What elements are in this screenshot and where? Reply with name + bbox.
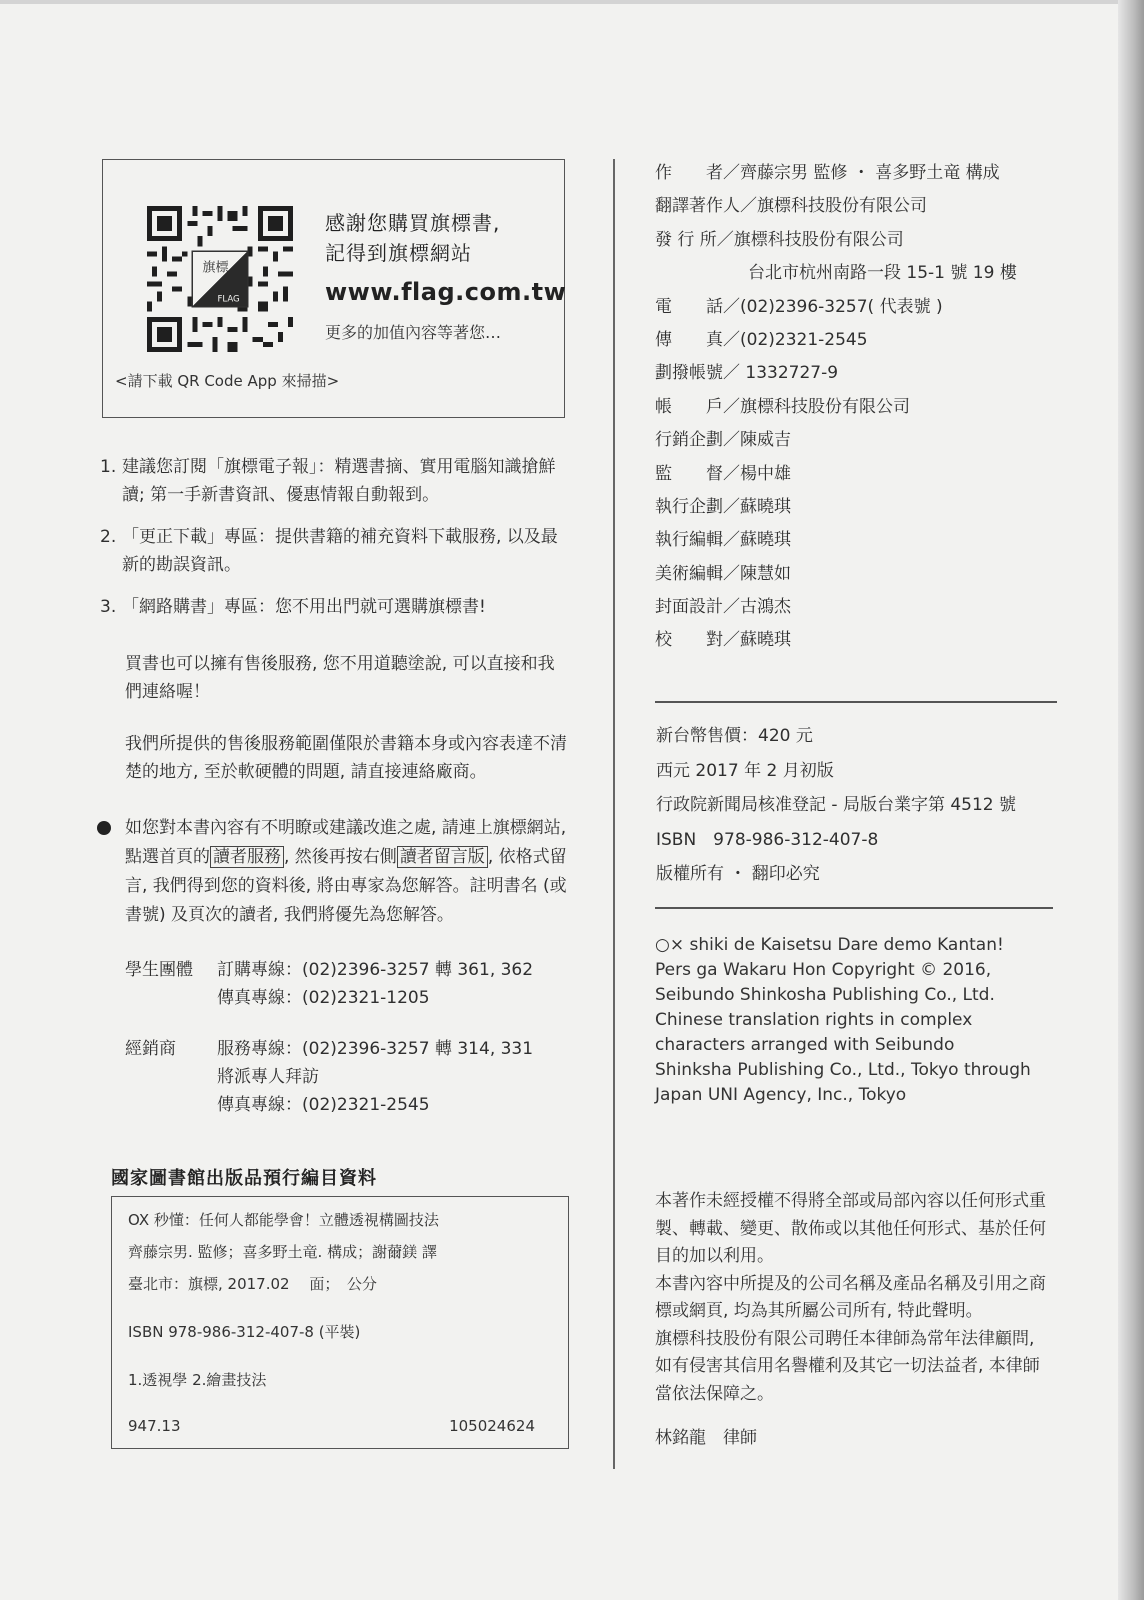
website-url[interactable]: www.flag.com.tw	[325, 278, 567, 306]
contact-label: 經銷商	[125, 1039, 176, 1059]
page-binding-shadow	[1118, 0, 1144, 1600]
cip-classification: 947.13	[128, 1417, 181, 1435]
list-text: 「網路購書」專區：您不用出門就可選購旗標書!	[122, 597, 486, 617]
credit-row: 帳 戶／旗標科技股份有限公司	[655, 396, 910, 417]
list-number: 1.	[100, 457, 117, 477]
feedback-paragraph	[97, 814, 577, 930]
credit-row: 發 行 所／旗標科技股份有限公司	[655, 229, 904, 250]
isbn: ISBN 978-986-312-407-8	[656, 829, 879, 850]
feedback-text-part: 如您對本書內容有不明瞭或建議改進之處, 請連上旗標網站, 點選首頁的	[125, 818, 567, 867]
credit-row: 執行編輯／蘇曉琪	[655, 530, 791, 551]
lawyer-name: 林銘龍 律師	[655, 1428, 757, 1448]
cip-record-number: 105024624	[449, 1417, 535, 1435]
cip-subjects: 1.透視學 2.繪畫技法	[128, 1371, 267, 1389]
reader-message-board-label: 讀者留言版	[397, 846, 488, 868]
list-item	[100, 593, 570, 621]
rights-notice	[655, 1188, 1055, 1408]
credit-address: 台北市杭州南路一段 15-1 號 19 樓	[748, 263, 1017, 284]
rights-paragraph: 本書內容中所提及的公司名稱及產品名稱及引用之商標或網頁, 均為其所屬公司所有, 特此聲明。	[655, 1273, 1046, 1321]
list-item	[100, 523, 570, 579]
publication-info	[656, 719, 1016, 892]
contact-line: 傳真專線：(02)2321-1205	[217, 988, 430, 1008]
credit-row: 劃撥帳號／ 1332727-9	[655, 363, 839, 384]
qr-thanks-line: 感謝您購買旗標書,	[325, 211, 501, 235]
credit-row: 監 督／楊中雄	[655, 463, 791, 484]
credit-row: 美術編輯／陳慧如	[655, 563, 791, 584]
credit-row: 封面設計／古鴻杰	[655, 597, 791, 618]
copyright-notice: 版權所有 ・ 翻印必究	[656, 864, 820, 884]
credit-row: 傳 真／(02)2321-2545	[655, 329, 868, 350]
qr-thanks-text	[325, 208, 500, 268]
price: 新台幣售價：420 元	[656, 726, 813, 746]
english-copyright: ○× shiki de Kaisetsu Dare demo Kantan! Pers ga Wakaru Hon Copyright © 2016, Seibundo Shinkosha Publishing Co., Ltd. Chinese translation rights in complex characters arranged with Seibundo Shinksha Publishing Co., Ltd., Tokyo through Japan UNI Agency, Inc., Tokyo	[655, 935, 1031, 1105]
qr-promo-box	[102, 159, 565, 418]
credit-row: 校 對／蘇曉琪	[655, 630, 791, 651]
reader-service-label: 讀者服務	[210, 846, 284, 868]
cip-box	[111, 1196, 569, 1449]
credit-row: 執行企劃／蘇曉琪	[655, 496, 791, 517]
bullet-icon	[97, 821, 111, 835]
service-list	[100, 453, 570, 635]
contact-line: 訂購專線：(02)2396-3257 轉 361, 362	[217, 960, 534, 980]
column-divider	[613, 159, 615, 1469]
qr-thanks-line: 記得到旗標網站	[325, 241, 472, 265]
credit-row: 翻譯著作人／旗標科技股份有限公司	[655, 196, 927, 217]
list-text: 建議您訂閱「旗標電子報」：精選書摘、實用電腦知識搶鮮讀; 第一手新書資訊、優惠情報自動報到。	[122, 457, 556, 505]
list-number: 3.	[100, 597, 117, 617]
credit-row: 行銷企劃／陳威吉	[655, 430, 791, 451]
qr-scan-note: <請下載 QR Code App 來掃描>	[115, 372, 340, 390]
rights-paragraph: 本著作未經授權不得將全部或局部內容以任何形式重製、轉載、變更、散佈或以其他任何形式、基於任何目的加以利用。	[655, 1191, 1046, 1266]
page-top-edge	[0, 0, 1144, 4]
list-text: 「更正下載」專區：提供書籍的補充資料下載服務, 以及最新的勘誤資訊。	[122, 527, 558, 575]
qr-code-image	[147, 206, 293, 352]
registration: 行政院新聞局核准登記 - 局版台業字第 4512 號	[656, 795, 1017, 815]
contact-line: 服務專線：(02)2396-3257 轉 314, 331	[217, 1039, 534, 1059]
rights-paragraph: 旗標科技股份有限公司聘任本律師為常年法律顧問, 如有侵害其信用名譽權利及其它一切法益者, 本律師當依法保障之。	[655, 1328, 1040, 1404]
credits-list	[655, 157, 1017, 658]
feedback-text-part: , 依格式留言, 我們得到您的資料後, 將由專家為您解答。註明書名 (或書號) 及頁次的讀者, 我們將優先為您解答。	[125, 847, 567, 925]
feedback-text-part: , 然後再按右側	[284, 847, 397, 867]
cip-authors: 齊藤宗男. 監修；喜多野土竜. 構成；謝薾鎂 譯	[128, 1243, 437, 1261]
contact-line: 將派專人拜訪	[217, 1067, 319, 1087]
cip-isbn: ISBN 978-986-312-407-8 (平裝)	[128, 1323, 361, 1341]
list-number: 2.	[100, 527, 117, 547]
contact-line: 傳真專線：(02)2321-2545	[217, 1095, 430, 1115]
service-scope-paragraph: 我們所提供的售後服務範圍僅限於書籍本身或內容表達不清楚的地方, 至於軟硬體的問題, 請直接連絡廠商。	[125, 734, 567, 782]
more-content-text: 更多的加值內容等著您…	[325, 323, 502, 342]
qr-logo-bottom: FLAG	[217, 294, 240, 305]
cip-title: 國家圖書館出版品預行編目資料	[111, 1168, 377, 1189]
contact-label: 學生團體	[125, 960, 193, 980]
after-service-paragraph: 買書也可以擁有售後服務, 您不用道聽塗說, 可以直接和我們連絡喔！	[125, 654, 555, 702]
credit-row: 作 者／齊藤宗男 監修 ・ 喜多野土竜 構成	[655, 163, 1000, 183]
qr-logo-top: 旗標	[202, 260, 229, 276]
credit-row: 電 話／(02)2396-3257( 代表號 )	[655, 296, 943, 317]
divider	[655, 701, 1057, 703]
cip-book-title: OX 秒懂：任何人都能學會！立體透視構圖技法	[128, 1211, 439, 1229]
feedback-text	[125, 814, 577, 930]
list-item	[100, 453, 570, 509]
edition: 西元 2017 年 2 月初版	[656, 760, 834, 781]
cip-publisher: 臺北市：旗標, 2017.02 面； 公分	[128, 1275, 377, 1293]
divider	[655, 907, 1053, 909]
